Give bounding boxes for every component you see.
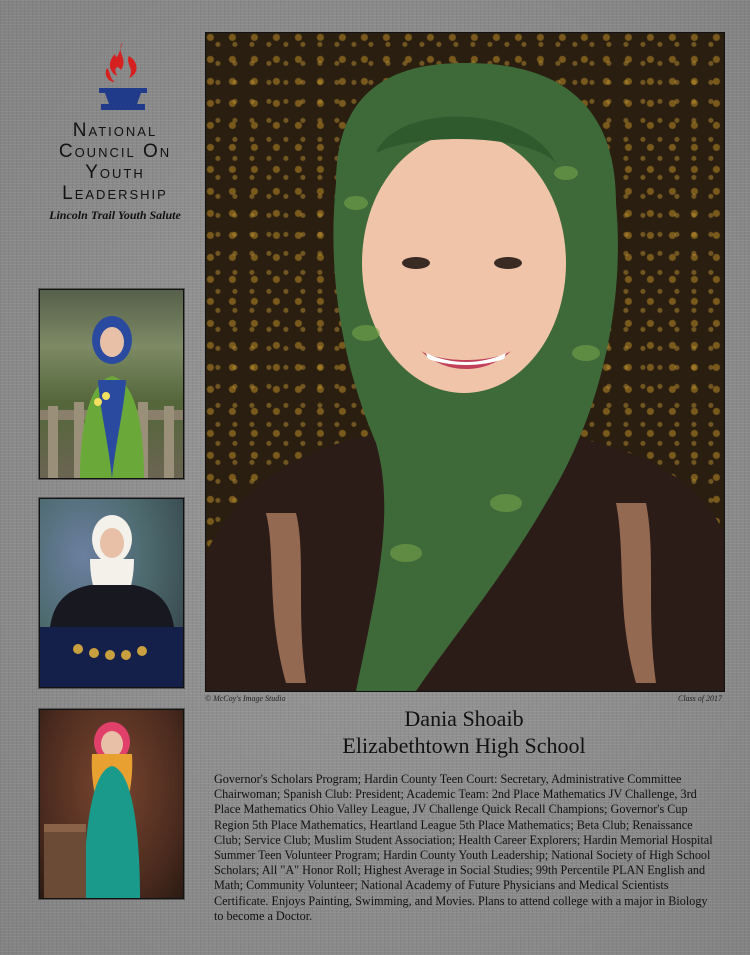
- class-year: Class of 2017: [677, 694, 722, 703]
- org-line-3: Youth: [85, 162, 145, 183]
- student-name: Dania Shoaib: [404, 706, 524, 731]
- student-bio: Governor's Scholars Program; Hardin County Teen Court: Secretary, Administrative Committee Chairwoman; Spanish Club: President; Academic Team: 2nd Place Mathematics JV Challenge, 3rd Place Mathematics Ohio Valley League, JV Challenge Quick Recall Champions; Governor's Cup Region 5th Place Mathematics, Heartland League 5th Place Mathematics; Beta Club; Renaissance Club; Service Club; Muslim Student Association; Health Career Explorers; Hardin Memorial Hospital Summer Teen Volunteer Program; Hardin County Youth Leadership; National Society of High School Scholars; All "A" Honor Roll; Highest Average in Social Studies; 99th Percentile PLAN English and Math; Community Volunteer; National Academy of Future Physicians and Medical Scientists Certificate. Enjoys Painting, Swimming, and Movies. Plans to attend college with a major in Biology to become a Doctor.: [214, 772, 713, 923]
- thumbnail-photo-dress: [39, 709, 184, 899]
- main-portrait-photo: [205, 32, 725, 692]
- organization-name: [30, 120, 200, 204]
- torch-logo-icon: [95, 38, 151, 114]
- school-name: Elizabethtown High School: [342, 733, 586, 758]
- photo-credit: © McCoy's Image Studio: [205, 694, 286, 703]
- org-line-2: Council On: [58, 141, 172, 162]
- org-line-4: Leadership: [62, 183, 168, 204]
- program-subtitle: Lincoln Trail Youth Salute: [49, 208, 181, 222]
- thumbnail-photo-outdoor: [39, 289, 184, 479]
- thumbnail-photo-medals: [39, 498, 184, 688]
- org-line-1: National: [72, 120, 158, 141]
